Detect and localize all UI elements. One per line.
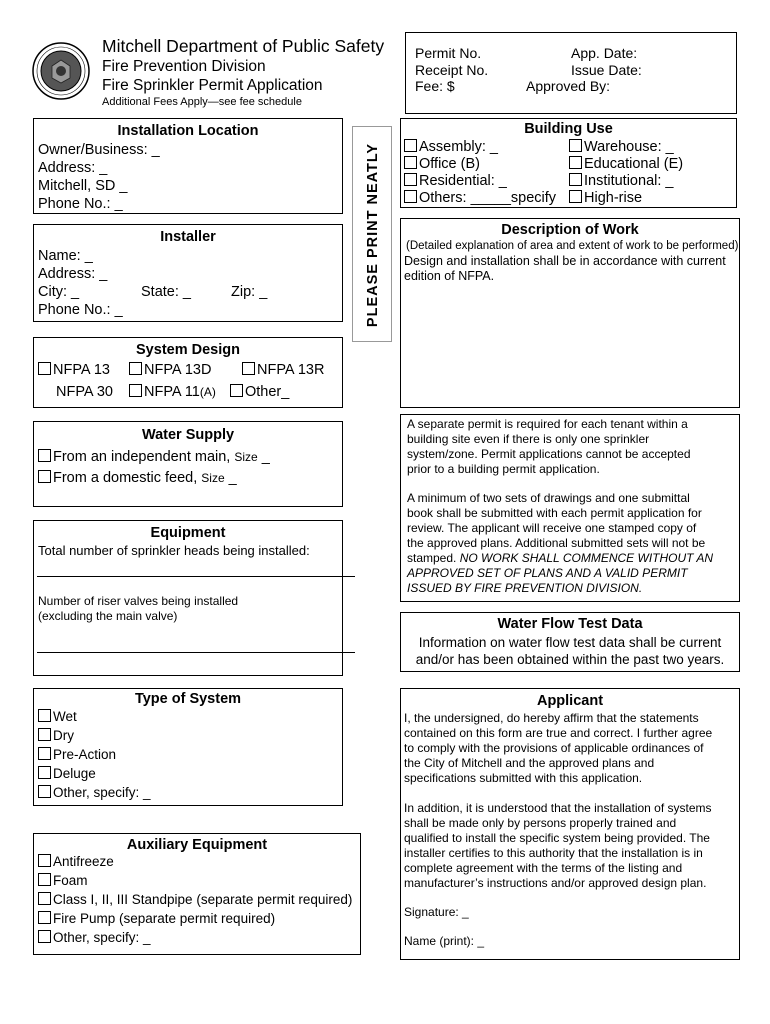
institutional-option[interactable]: Institutional: _ (569, 172, 673, 190)
nfpa30-option: NFPA 30 (56, 384, 113, 400)
owner-business-field[interactable]: Owner/Business: _ (38, 142, 160, 158)
division-name: Fire Prevention Division (102, 58, 266, 75)
assembly-checkbox[interactable] (404, 139, 417, 152)
riser-label-1: Number of riser valves being installed (38, 594, 239, 608)
office-use-box (405, 32, 737, 114)
installation-city-field[interactable]: Mitchell, SD _ (38, 178, 128, 194)
riser-input-line[interactable] (37, 652, 355, 653)
nfpa13-checkbox[interactable] (38, 362, 51, 375)
installation-location-title: Installation Location (117, 123, 259, 139)
issue-date-label: Issue Date: (571, 62, 642, 78)
description-of-work-section (400, 218, 740, 408)
signature-field[interactable]: Signature: _ (404, 905, 469, 919)
standpipe-option[interactable]: Class I, II, III Standpipe (separate permit required) (38, 892, 352, 907)
fees-note: Additional Fees Apply—see fee schedule (102, 96, 302, 108)
educational-option[interactable]: Educational (E) (569, 155, 683, 173)
permit-no-label: Permit No. (415, 45, 482, 61)
permit-notice-section (400, 414, 740, 602)
deluge-option[interactable]: Deluge (38, 766, 96, 781)
city-seal (32, 42, 90, 100)
other-design-option[interactable]: Other_ (230, 383, 289, 401)
nfpa13d-option[interactable]: NFPA 13D (129, 361, 211, 379)
seal-icon (32, 42, 90, 100)
installer-zip-field[interactable]: Zip: _ (231, 284, 268, 300)
fee-label: Fee: $ (415, 78, 455, 94)
print-neatly-text: PLEASE PRINT NEATLY (365, 142, 381, 328)
building-use-title: Building Use (524, 121, 613, 137)
name-print-field[interactable]: Name (print): _ (404, 934, 485, 948)
fire-pump-checkbox[interactable] (38, 911, 51, 924)
preaction-checkbox[interactable] (38, 747, 51, 760)
installation-location-section (33, 118, 343, 214)
dry-checkbox[interactable] (38, 728, 51, 741)
nfpa13r-checkbox[interactable] (242, 362, 255, 375)
nfpa11-option[interactable]: NFPA 11(A) (129, 383, 216, 401)
notice-paragraph-2: A minimum of two sets of drawings and one submittal book shall be submitted with each permit application for review. The applicant will receive one stamped copy of the approved plans. Additional submitted sets will not be stamped. NO WORK SHALL COMMENCE WITHOUT AN APPROVED SET OF PLANS AND A VALID PERMIT ISSUED BY FIRE PREVENTION DIVISION. (407, 491, 714, 595)
equipment-section (33, 520, 343, 676)
other-aux-checkbox[interactable] (38, 930, 51, 943)
nfpa13-option[interactable]: NFPA 13 (38, 361, 110, 379)
installation-address-field[interactable]: Address: _ (38, 160, 108, 176)
applicant-section (400, 688, 740, 960)
educational-checkbox[interactable] (569, 156, 582, 169)
applicant-paragraph-1: I, the undersigned, do hereby affirm that the statements contained on this form are true and correct. I further agree to comply with the provisions of applicable ordinances of the City of Mitchell and the approved plans and specifications submitted with this application. (404, 711, 713, 785)
installer-name-field[interactable]: Name: _ (38, 248, 93, 264)
form-name: Fire Sprinkler Permit Application (102, 77, 323, 94)
type-of-system-section (33, 688, 343, 806)
office-option[interactable]: Office (B) (404, 155, 480, 173)
department-title: Mitchell Department of Public Safety (102, 36, 385, 56)
system-design-section (33, 337, 343, 408)
applicant-paragraph-2: In addition, it is understood that the installation of systems shall be made only by persons properly trained and qualified to install the specific system being provided. The installer certifies to this authority that the installation is in complete agreement with the terms of the listing and manufacturer’s instructions and/or approved design plan. (404, 801, 712, 890)
auxiliary-equipment-title: Auxiliary Equipment (126, 837, 268, 853)
water-supply-title: Water Supply (141, 427, 235, 443)
warehouse-option[interactable]: Warehouse: _ (569, 138, 674, 156)
receipt-no-label: Receipt No. (415, 62, 489, 78)
domestic-feed-checkbox[interactable] (38, 470, 51, 483)
heads-input-line[interactable] (37, 576, 355, 577)
nfpa13d-checkbox[interactable] (129, 362, 142, 375)
others-option[interactable]: Others: _____specify (404, 189, 556, 207)
applicant-title: Applicant (536, 693, 604, 709)
highrise-option[interactable]: High-rise (569, 189, 642, 207)
installation-phone-field[interactable]: Phone No.: _ (38, 196, 123, 212)
description-line-1: Design and installation shall be in accordance with current (404, 254, 726, 268)
assembly-option[interactable]: Assembly: _ (404, 138, 498, 156)
installer-section (33, 224, 343, 322)
residential-option[interactable]: Residential: _ (404, 172, 507, 190)
other-system-checkbox[interactable] (38, 785, 51, 798)
system-design-title: System Design (136, 342, 240, 358)
residential-checkbox[interactable] (404, 173, 417, 186)
standpipe-checkbox[interactable] (38, 892, 51, 905)
installer-address-field[interactable]: Address: _ (38, 266, 108, 282)
antifreeze-checkbox[interactable] (38, 854, 51, 867)
description-line-2: edition of NFPA. (404, 269, 495, 283)
highrise-checkbox[interactable] (569, 190, 582, 203)
domestic-feed-option[interactable]: From a domestic feed, Size _ (38, 469, 237, 487)
water-flow-section (400, 612, 740, 672)
wet-option[interactable]: Wet (38, 709, 77, 724)
installer-state-field[interactable]: State: _ (141, 284, 191, 300)
deluge-checkbox[interactable] (38, 766, 51, 779)
others-checkbox[interactable] (404, 190, 417, 203)
installer-title: Installer (160, 229, 216, 245)
notice-paragraph-1: A separate permit is required for each tenant within a building site even if there is only one sprinkler system/zone. Permit applications cannot be accepted prior to a building permit application. (407, 417, 691, 476)
warehouse-checkbox[interactable] (569, 139, 582, 152)
nfpa13r-option[interactable]: NFPA 13R (242, 361, 324, 379)
app-date-label: App. Date: (571, 45, 638, 61)
print-neatly-banner (352, 126, 392, 342)
building-use-section (400, 118, 737, 208)
fire-pump-option[interactable]: Fire Pump (separate permit required) (38, 911, 275, 926)
preaction-option[interactable]: Pre-Action (38, 747, 116, 762)
dry-option[interactable]: Dry (38, 728, 74, 743)
water-flow-text: Information on water flow test data shall be current and/or has been obtained within the past two years. (415, 635, 725, 667)
water-supply-section (33, 421, 343, 507)
other-system-option[interactable]: Other, specify: _ (38, 785, 151, 800)
nfpa11-checkbox[interactable] (129, 384, 142, 397)
other-design-checkbox[interactable] (230, 384, 243, 397)
independent-main-option[interactable]: From an independent main, Size _ (38, 448, 270, 466)
description-detail: (Detailed explanation of area and extent of work to be performed) (406, 240, 739, 252)
independent-main-checkbox[interactable] (38, 449, 51, 462)
riser-label-2: (excluding the main valve) (38, 609, 178, 623)
auxiliary-equipment-section (33, 833, 361, 955)
antifreeze-option[interactable]: Antifreeze (38, 854, 114, 869)
office-checkbox[interactable] (404, 156, 417, 169)
foam-checkbox[interactable] (38, 873, 51, 886)
approved-by-label: Approved By: (526, 78, 611, 94)
foam-option[interactable]: Foam (38, 873, 88, 888)
heads-label: Total number of sprinkler heads being installed: (38, 543, 310, 558)
description-title: Description of Work (501, 222, 639, 238)
installer-city-field[interactable]: City: _ (38, 284, 80, 300)
installer-phone-field[interactable]: Phone No.: _ (38, 302, 123, 318)
type-of-system-title: Type of System (134, 691, 242, 707)
equipment-title: Equipment (150, 525, 226, 541)
other-aux-option[interactable]: Other, specify: _ (38, 930, 151, 945)
water-flow-title: Water Flow Test Data (497, 616, 643, 632)
wet-checkbox[interactable] (38, 709, 51, 722)
institutional-checkbox[interactable] (569, 173, 582, 186)
